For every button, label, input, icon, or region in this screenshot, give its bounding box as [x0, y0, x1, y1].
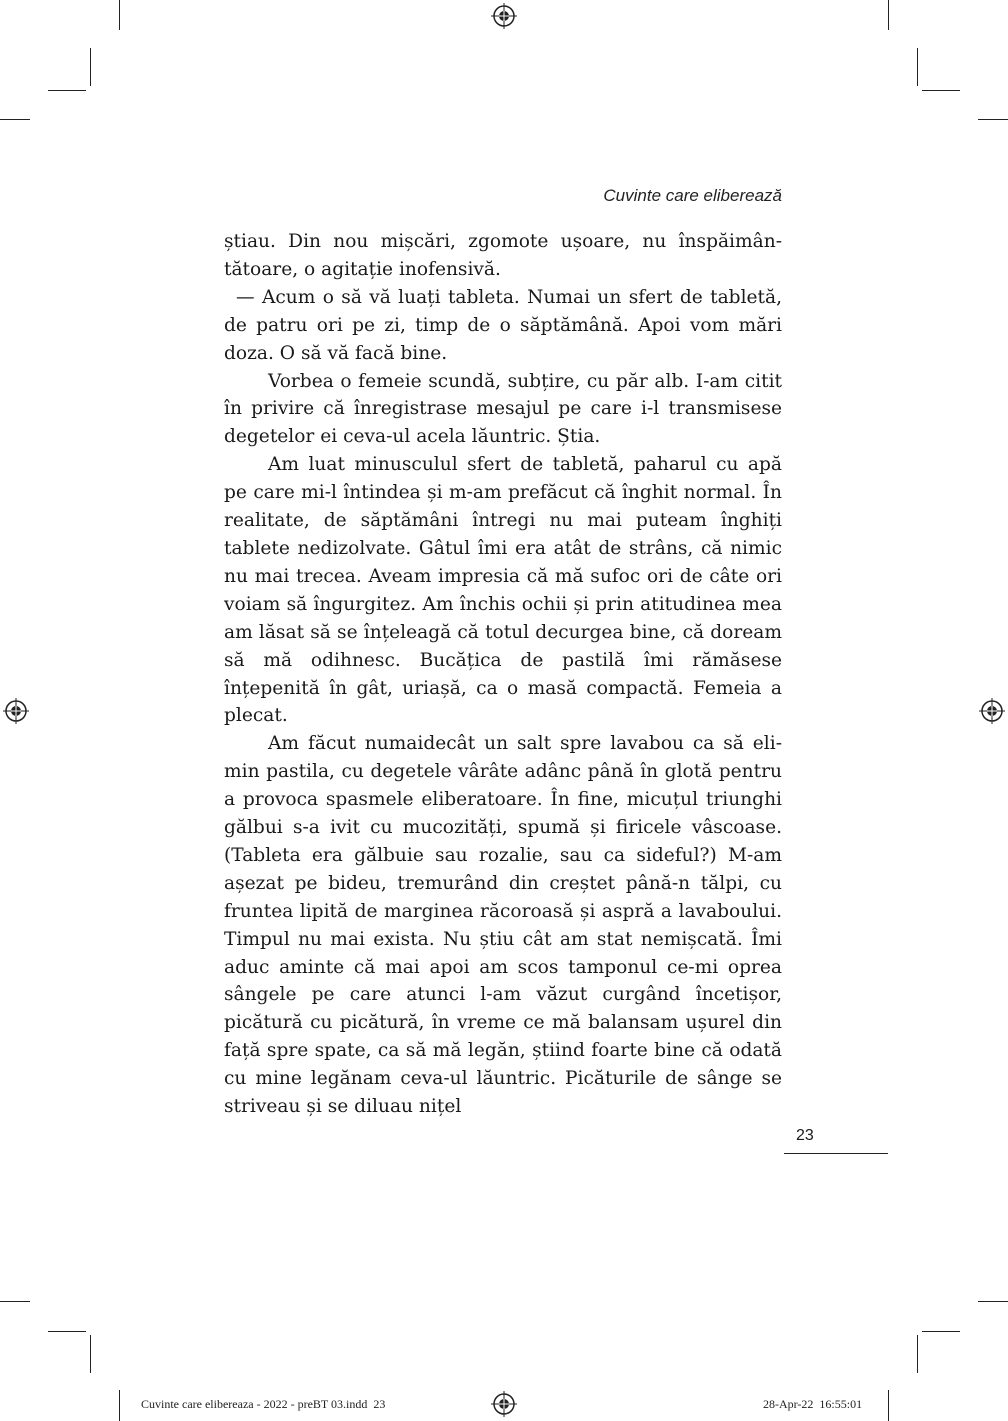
registration-mark-icon — [490, 1390, 518, 1418]
crop-mark — [888, 1390, 889, 1421]
crop-mark — [917, 48, 918, 86]
slug-file — [141, 1397, 385, 1412]
crop-mark — [917, 1335, 918, 1373]
running-head: Cuvinte care eliberează — [603, 186, 782, 205]
slug-datetime — [763, 1397, 862, 1412]
crop-mark — [119, 1390, 120, 1421]
registration-mark-icon — [490, 2, 518, 30]
crop-mark — [90, 1335, 91, 1373]
crop-mark — [119, 0, 120, 30]
crop-mark — [48, 90, 86, 91]
crop-mark — [48, 1331, 86, 1332]
slug-time: 16:55:01 — [819, 1397, 863, 1411]
body-text — [224, 228, 782, 1121]
paragraph: Am luat minusculul sfert de tabletă, paharul cu apă pe care mi-l întindea și m-am prefăcut că înghit normal. În realitate, de săptămâni întregi nu mai puteam înghiți tablete nedizolvate. Gâtul îmi era atât de strâns, că nimic nu mai trecea. Aveam impresia că mă sufoc ori de câte ori voiam să îngurgitez. Am închis ochii și prin atitudinea mea am lăsat să se înțeleagă că totul decurgea bine, că doream să mă odihnesc. Bucățica de pastilă îmi rămăsese înțepenită în gât, uriașă, ca o masă compactă. Femeia a plecat. — [224, 454, 782, 727]
folio-rule — [784, 1153, 888, 1154]
paragraph: știau. Din nou mișcări, zgomote ușoare, nu înspăimântătoare, o agitație inofensivă. — [224, 231, 782, 280]
slug-page: 23 — [373, 1397, 386, 1411]
crop-mark — [978, 119, 1008, 120]
page-number-text: 23 — [796, 1127, 814, 1144]
page-number — [784, 1127, 888, 1145]
slug-filename: Cuvinte care elibereaza - 2022 - preBT 03.indd — [141, 1397, 368, 1411]
crop-mark — [0, 1301, 30, 1302]
crop-mark — [888, 0, 889, 30]
crop-mark — [90, 48, 91, 86]
registration-mark-icon — [2, 697, 30, 725]
paragraph: Vorbea o femeie scundă, subțire, cu păr alb. I-am citit în privire că înregistrase mesajul pe care i-l transmisese degetelor ei ceva-ul acela lăuntric. Știa. — [224, 370, 782, 448]
crop-mark — [922, 1331, 960, 1332]
paragraph: Am făcut numaidecât un salt spre lavabou ca să elimin pastila, cu degetele vârâte adânc până în glotă pentru a provoca spasmele eliberatoare. În fine, micuțul triunghi gălbui s-a ivit cu mucozități, spumă și firicele vâscoase. (Tableta era gălbuie sau rozalie, sau ca sideful?) M-am așezat pe bideu, tremurând din creștet până-n tălpi, cu fruntea lipită de marginea răcoroasă și aspră a lavaboului. Timpul nu mai exista. Nu știu cât am stat nemișcată. Îmi aduc aminte că mai apoi am scos tamponul ce-mi oprea sângele pe care atunci l-am văzut curgând încetișor, picătură cu picătură, în vreme ce mă balansam ușurel din față spre spate, ca să mă legăn, știind foarte bine că odată cu mine legănam ceva-ul lăuntric. Picăturile de sânge se striveau și se diluau nițel — [224, 733, 782, 1118]
slug-date: 28-Apr-22 — [763, 1397, 814, 1411]
crop-mark — [978, 1301, 1008, 1302]
paragraph: — Acum o să vă luați tableta. Numai un sfert de tabletă, de patru ori pe zi, timp de o săptămână. Apoi vom mări doza. O să vă facă bine. — [224, 286, 782, 364]
registration-mark-icon — [978, 697, 1006, 725]
crop-mark — [922, 90, 960, 91]
crop-mark — [0, 119, 30, 120]
